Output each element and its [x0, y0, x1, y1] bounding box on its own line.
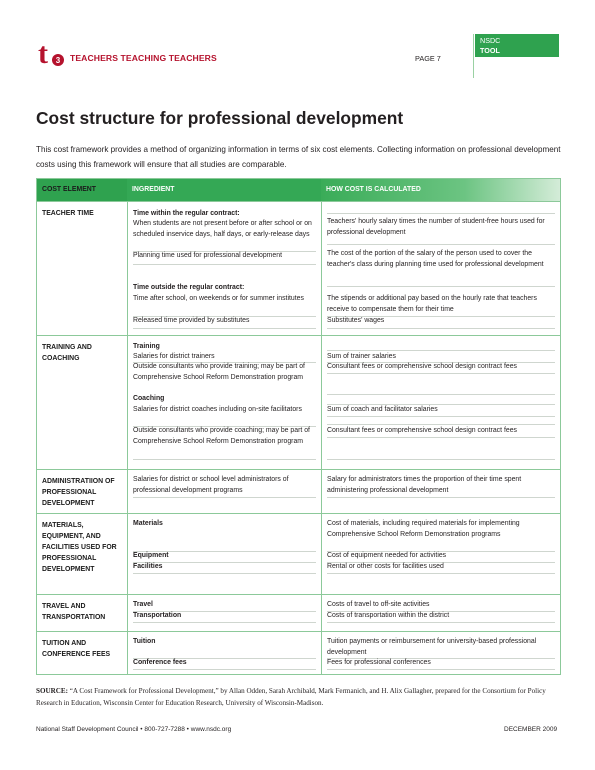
- ingredient-item: When students are not present before or after school or on scheduled inservice days, half days, or early-release days: [133, 220, 312, 238]
- row-divider-line: [327, 286, 555, 287]
- calculation-item: Cost of materials, including required materials for implementing Comprehensive School Reform Demonstration programs: [327, 520, 520, 538]
- header-how-calculated: HOW COST IS CALCULATED: [321, 179, 560, 201]
- cost-element-cell: TUITION AND CONFERENCE FEES: [42, 640, 111, 658]
- calculation-item: Sum of trainer salaries: [327, 353, 396, 360]
- table-header: [37, 179, 560, 201]
- calculation-item: Sum of coach and facilitator salaries: [327, 406, 438, 413]
- row-divider-line: [133, 328, 316, 329]
- row-divider-line: [327, 459, 555, 460]
- t3-logo: [36, 38, 68, 70]
- calculation-item: Salary for administrators times the proportion of their time spent administering professional development: [327, 476, 522, 494]
- ingredient-cell: [127, 336, 322, 469]
- calculation-item: The cost of the portion of the salary of the person used to cover the teacher's class during planning time used for professional development: [327, 250, 544, 268]
- ingredient-cell: [127, 514, 322, 594]
- calculation-item: Costs of travel to off-site activities: [327, 601, 430, 608]
- cost-structure-table: [36, 178, 561, 675]
- ingredient-item: Salaries for district or school level administrators of professional development programs: [133, 476, 289, 494]
- row-divider-line: [133, 669, 316, 670]
- tag-divider: [473, 34, 474, 78]
- cost-element-cell: TEACHER TIME: [42, 210, 94, 217]
- ingredient-heading: Time within the regular contract:: [133, 210, 240, 217]
- source-text: “A Cost Framework for Professional Development,” by Allan Odden, Sarah Archibald, Mark Fermanich, and H. Alix Gallagher, prepared for the Consortium for Policy Research in Education, Wisconsin Center for Education Research, University of Wisconsin-Madison.: [36, 687, 546, 707]
- page-number: PAGE 7: [415, 54, 441, 63]
- row-divider-line: [133, 622, 316, 623]
- ingredient-item: Outside consultants who provide training; may be part of Comprehensive School Reform Demonstration program: [133, 363, 305, 381]
- ingredient-item: Time after school, on weekends or for summer institutes: [133, 295, 304, 302]
- header-cost-element: COST ELEMENT: [37, 179, 127, 201]
- row-divider-line: [133, 264, 316, 265]
- source-citation: [36, 686, 561, 709]
- tag-org: NSDC: [480, 36, 501, 45]
- table-row-teacher-time: [37, 201, 560, 335]
- calculation-item: The stipends or additional pay based on the hourly rate that teachers receive to compensate them for their time: [327, 295, 537, 313]
- ingredient-item: Salaries for district trainers: [133, 353, 215, 360]
- ingredient-cell: [127, 595, 322, 631]
- calculation-cell: [321, 470, 561, 513]
- row-divider-line: [327, 437, 555, 438]
- row-divider-line: [327, 573, 555, 574]
- calculation-cell: [321, 514, 561, 594]
- ingredient-heading: Training: [133, 343, 160, 350]
- row-divider-line: [327, 669, 555, 670]
- table-row-materials: [37, 513, 560, 594]
- row-divider-line: [327, 424, 555, 425]
- row-divider-line: [327, 394, 555, 395]
- ingredient-heading: Tuition: [133, 638, 156, 645]
- cost-element-cell: MATERIALS, EQUIPMENT, AND FACILITIES USED FOR PROFESSIONAL DEVELOPMENT: [42, 522, 117, 573]
- row-divider-line: [133, 459, 316, 460]
- calculation-item: Fees for professional conferences: [327, 659, 431, 666]
- ingredient-heading: Facilities: [133, 563, 163, 570]
- calculation-item: Cost of equipment needed for activities: [327, 552, 447, 559]
- ingredient-cell: [127, 470, 322, 513]
- row-divider-line: [327, 373, 555, 374]
- ingredient-heading: Transportation: [133, 612, 182, 619]
- ingredient-heading: Conference fees: [133, 659, 187, 666]
- ingredient-heading: Equipment: [133, 552, 169, 559]
- row-divider-line: [133, 573, 316, 574]
- row-divider-line: [133, 497, 316, 498]
- footer-contact: National Staff Development Council • 800-727-7288 • www.nsdc.org: [36, 726, 232, 733]
- source-label: SOURCE:: [36, 687, 68, 695]
- calculation-cell: [321, 202, 561, 335]
- intro-paragraph: This cost framework provides a method of organizing information in terms of six cost elements. Collecting information on professional development costs using this framework will ensure that all studies are comparable.: [36, 145, 561, 169]
- ingredient-heading: Time outside the regular contract:: [133, 284, 245, 291]
- brand-name: TEACHERS TEACHING TEACHERS: [70, 53, 217, 63]
- footer-date: DECEMBER 2009: [504, 726, 558, 733]
- calculation-item: Consultant fees or comprehensive school design contract fees: [327, 363, 517, 370]
- calculation-cell: [321, 336, 561, 469]
- nsdc-tool-tag: [475, 34, 559, 57]
- ingredient-heading: Travel: [133, 601, 153, 608]
- calculation-item: Consultant fees or comprehensive school design contract fees: [327, 427, 517, 434]
- calculation-cell: [321, 632, 561, 674]
- cost-element-cell: TRAVEL AND TRANSPORTATION: [42, 603, 106, 621]
- row-divider-line: [327, 213, 555, 214]
- table-row-training-coaching: [37, 335, 560, 469]
- row-divider-line: [327, 416, 555, 417]
- ingredient-item: Salaries for district coaches including on-site facilitators: [133, 406, 302, 413]
- ingredient-cell: [127, 632, 322, 674]
- row-divider-line: [327, 244, 555, 245]
- calculation-item: Teachers' hourly salary times the number of student-free hours used for professional development: [327, 218, 545, 236]
- ingredient-item: Outside consultants who provide coaching; may be part of Comprehensive School Reform Demonstration program: [133, 427, 310, 445]
- calculation-cell: [321, 595, 561, 631]
- page-title: Cost structure for professional development: [36, 108, 404, 128]
- logo-badge-number: 3: [55, 56, 61, 65]
- header-ingredient: INGREDIENT: [127, 179, 321, 201]
- ingredient-item: Released time provided by substitutes: [133, 317, 250, 324]
- cost-element-cell: TRAINING AND COACHING: [42, 344, 92, 362]
- table-row-travel: [37, 594, 560, 631]
- calculation-item: Costs of transportation within the district: [327, 612, 450, 619]
- table-row-tuition: [37, 631, 560, 674]
- calculation-item: Tuition payments or reimbursement for university-based professional development: [327, 638, 537, 656]
- row-divider-line: [327, 328, 555, 329]
- calculation-item: Rental or other costs for facilities used: [327, 563, 444, 570]
- ingredient-heading: Materials: [133, 520, 163, 527]
- row-divider-line: [327, 350, 555, 351]
- tag-type: TOOL: [480, 45, 500, 55]
- ingredient-cell: [127, 202, 322, 335]
- row-divider-line: [327, 497, 555, 498]
- ingredient-heading: Coaching: [133, 395, 165, 402]
- logo-letter: t: [38, 38, 48, 70]
- table-row-administration: [37, 469, 560, 513]
- ingredient-item: Planning time used for professional development: [133, 252, 283, 259]
- calculation-item: Substitutes' wages: [327, 317, 385, 324]
- row-divider-line: [327, 622, 555, 623]
- cost-element-cell: ADMINISTRATIION OF PROFESSIONAL DEVELOPMENT: [42, 478, 115, 507]
